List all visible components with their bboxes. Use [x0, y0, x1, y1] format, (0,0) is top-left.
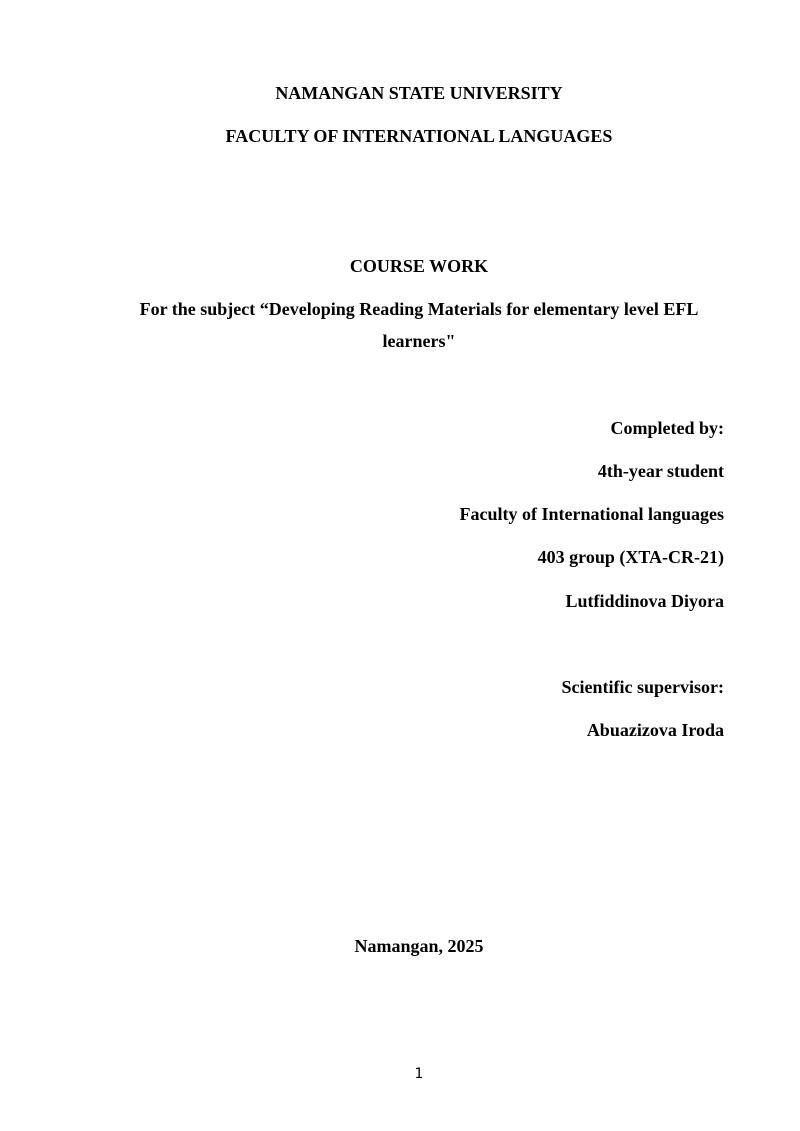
- student-name: Lutfiddinova Diyora: [565, 591, 724, 611]
- student-faculty: Faculty of International languages: [459, 504, 724, 524]
- subject-line-2: learners": [382, 331, 456, 351]
- subject-line-1: For the subject “Developing Reading Materials for elementary level EFL: [139, 299, 699, 319]
- student-year: 4th-year student: [597, 461, 724, 481]
- supervisor-name: Abuazizova Iroda: [586, 720, 724, 740]
- faculty-name: FACULTY OF INTERNATIONAL LANGUAGES: [225, 126, 613, 146]
- page-number: 1: [414, 1066, 424, 1082]
- completed-by-label: Completed by:: [610, 418, 724, 438]
- supervisor-label: Scientific supervisor:: [561, 677, 724, 697]
- work-type-title: COURSE WORK: [349, 256, 489, 276]
- university-name: NAMANGAN STATE UNIVERSITY: [275, 83, 563, 103]
- student-group: 403 group (XTA-CR-21): [537, 547, 724, 567]
- place-year: Namangan, 2025: [354, 936, 484, 956]
